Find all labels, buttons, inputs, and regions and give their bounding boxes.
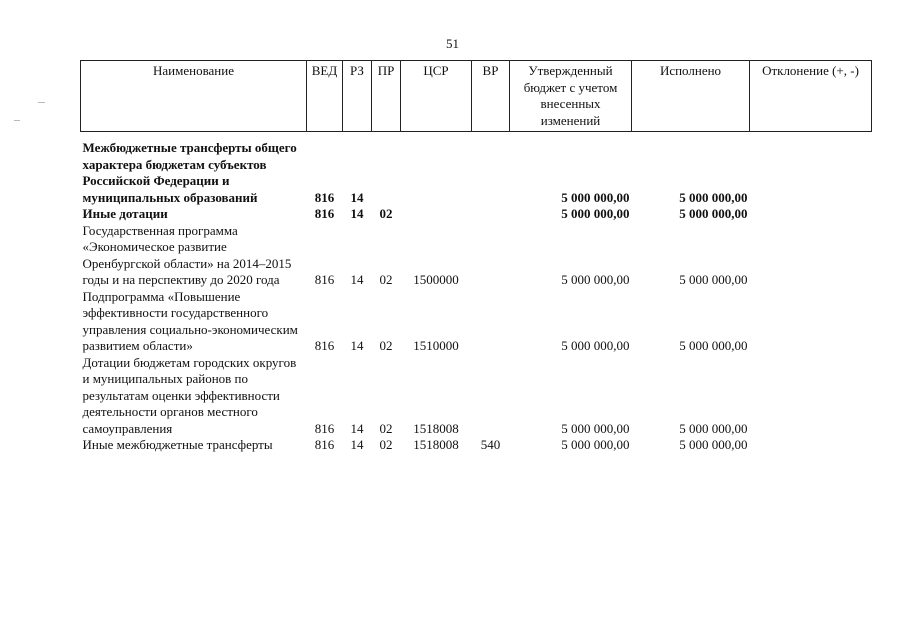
- row-executed: 5 000 000,00: [679, 338, 748, 353]
- row-vr: [472, 140, 510, 206]
- header-vr: ВР: [472, 61, 510, 132]
- row-name: Подпрограмма «Повышение эффективности государственного управления социально-экономическим развитием области»: [82, 288, 298, 353]
- row-vr: [472, 206, 510, 223]
- row-ved: 816: [314, 189, 335, 205]
- row-executed: 5 000 000,00: [679, 189, 748, 205]
- table-row: [81, 355, 872, 438]
- row-pr: 02: [379, 437, 393, 452]
- row-executed: 5 000 000,00: [679, 437, 748, 452]
- spacer-row: [81, 132, 872, 141]
- row-executed: 5 000 000,00: [679, 272, 748, 287]
- row-csr: 1510000: [413, 338, 459, 353]
- row-name: Иные дотации: [82, 206, 168, 221]
- scan-speck: [14, 120, 20, 121]
- budget-table: [80, 60, 872, 454]
- row-rz: 14: [350, 437, 364, 452]
- row-rz: 14: [350, 338, 364, 353]
- scan-speck: [38, 102, 45, 103]
- row-csr: [401, 206, 472, 223]
- row-deviation: [750, 140, 872, 206]
- row-approved: 5 000 000,00: [561, 338, 630, 353]
- table-row: [81, 437, 872, 454]
- table-row: [81, 289, 872, 355]
- row-deviation: [750, 355, 872, 438]
- row-rz: 14: [350, 189, 364, 205]
- row-vr: [472, 289, 510, 355]
- row-approved: 5 000 000,00: [561, 420, 630, 436]
- row-pr: 02: [379, 338, 393, 353]
- row-csr: 1500000: [413, 272, 459, 287]
- row-name: Межбюджетные трансферты общего характера бюджетам субъектов Российской Федерации и муниципальных образований: [82, 140, 297, 205]
- row-executed: 5 000 000,00: [679, 420, 748, 436]
- row-ved: 816: [314, 420, 335, 436]
- row-approved: 5 000 000,00: [561, 206, 630, 221]
- row-name: Дотации бюджетам городских округов и муниципальных районов по результатам оценки эффективности деятельности органов местного самоуправления: [82, 354, 297, 436]
- table-row: [81, 140, 872, 206]
- row-csr: 1518008: [413, 420, 459, 436]
- row-ved: 816: [314, 437, 335, 452]
- page-number: 51: [446, 36, 459, 51]
- row-name: Государственная программа «Экономическое развитие Оренбургской области» на 2014–2015 годы и на перспективу до 2020 года: [82, 222, 292, 287]
- row-approved: 5 000 000,00: [561, 272, 630, 287]
- header-deviation: Отклонение (+, -): [750, 61, 872, 132]
- row-pr: 02: [379, 272, 393, 287]
- header-executed: Исполнено: [632, 61, 750, 132]
- table-row: [81, 206, 872, 223]
- row-deviation: [750, 223, 872, 289]
- header-csr: ЦСР: [401, 61, 472, 132]
- row-deviation: [750, 206, 872, 223]
- header-ved: ВЕД: [307, 61, 343, 132]
- row-approved: 5 000 000,00: [561, 189, 630, 205]
- row-executed: 5 000 000,00: [679, 206, 748, 221]
- header-name: Наименование: [81, 61, 307, 132]
- table-row: [81, 223, 872, 289]
- row-vr: [472, 223, 510, 289]
- header-pr: ПР: [372, 61, 401, 132]
- row-pr: [372, 140, 401, 206]
- row-csr: [401, 140, 472, 206]
- header-row: [81, 61, 872, 132]
- row-deviation: [750, 289, 872, 355]
- row-pr: 02: [379, 206, 393, 221]
- row-csr: 1518008: [413, 437, 459, 452]
- row-name: Иные межбюджетные трансферты: [82, 437, 273, 452]
- row-ved: 816: [314, 206, 335, 221]
- row-rz: 14: [350, 206, 364, 221]
- row-vr: [472, 355, 510, 438]
- row-pr: 02: [379, 420, 393, 436]
- row-rz: 14: [350, 420, 364, 436]
- row-deviation: [750, 437, 872, 454]
- header-rz: РЗ: [343, 61, 372, 132]
- row-rz: 14: [350, 272, 364, 287]
- row-approved: 5 000 000,00: [561, 437, 630, 452]
- row-vr: 540: [480, 437, 501, 452]
- row-ved: 816: [314, 272, 335, 287]
- header-approved: Утвержденный бюджет с учетом внесенных изменений: [510, 61, 632, 132]
- row-ved: 816: [314, 338, 335, 353]
